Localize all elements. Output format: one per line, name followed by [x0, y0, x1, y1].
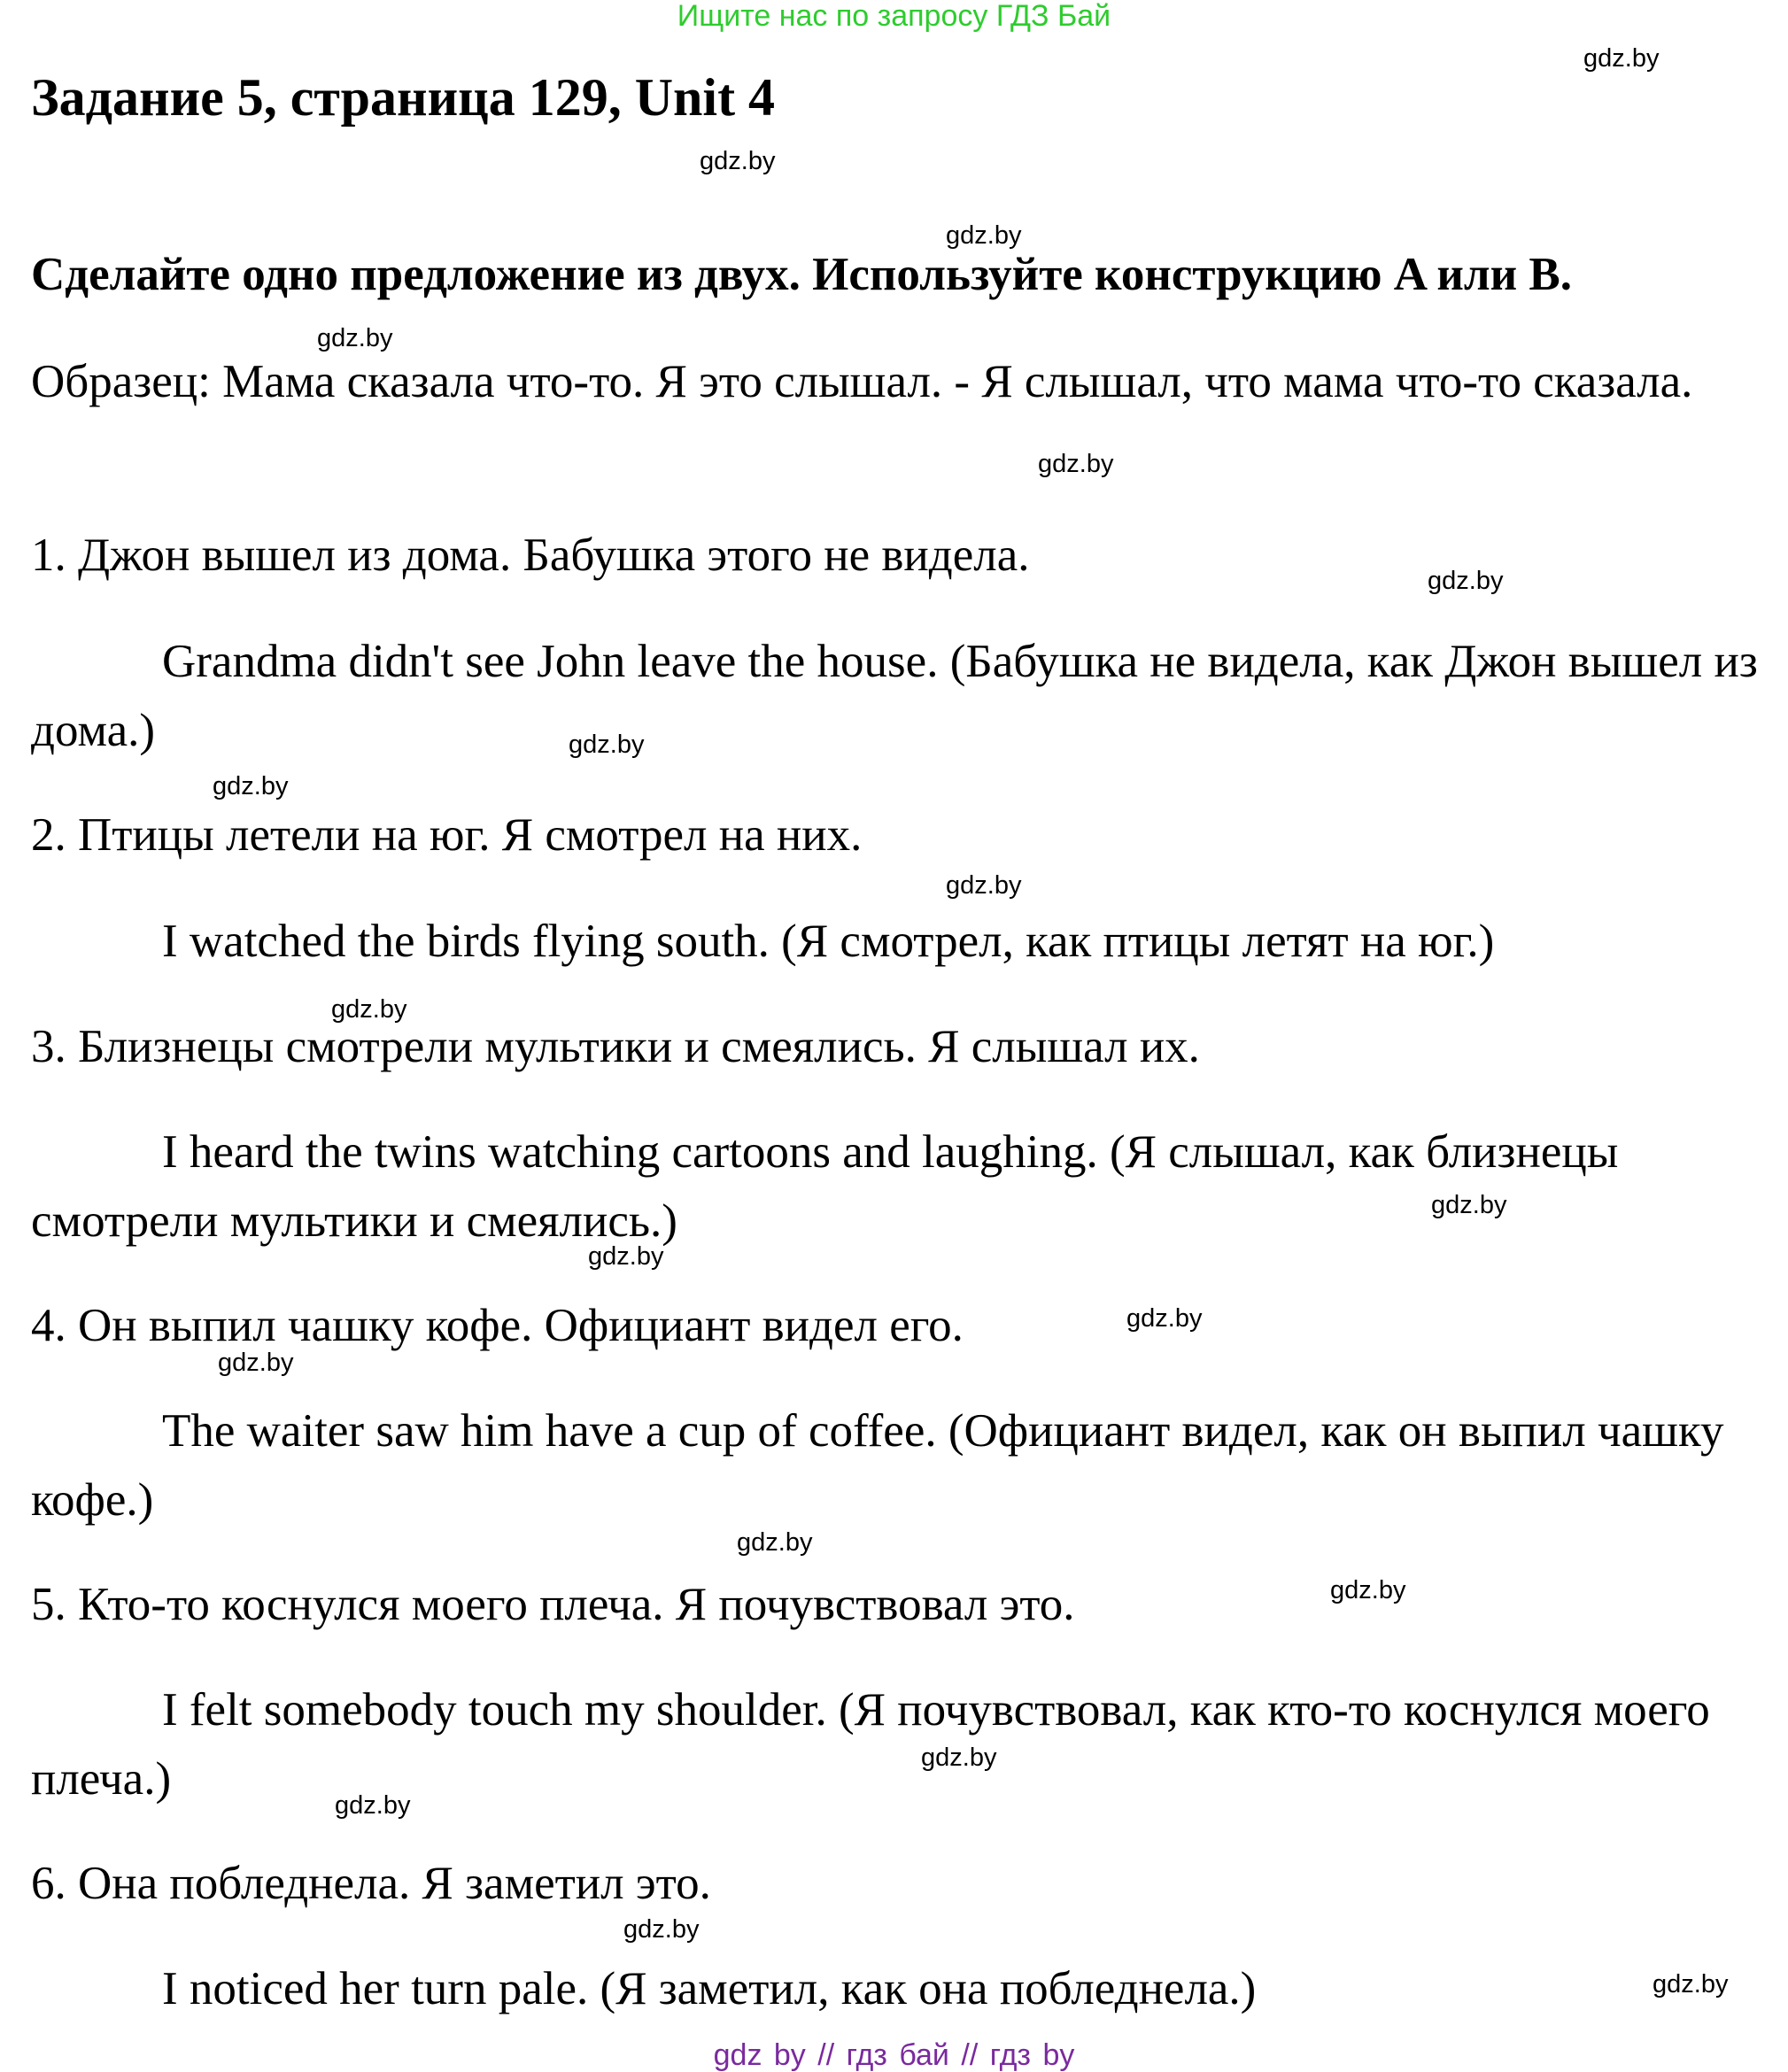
watermark: gdz.by [335, 1791, 411, 1820]
watermark: gdz.by [569, 731, 645, 759]
watermark: gdz.by [623, 1915, 700, 1944]
watermark: gdz.by [1653, 1970, 1729, 1999]
task-4: 4. Он выпил чашку кофе. Официант видел его. [31, 1300, 964, 1351]
watermark: gdz.by [921, 1743, 997, 1772]
watermark: gdz.by [213, 772, 289, 800]
example-text: Образец: Мама сказала что-то. Я это слышал. - Я слышал, что мама что-то сказала. [31, 356, 1693, 407]
watermark: gdz.by [946, 221, 1022, 250]
watermark: gdz.by [1583, 44, 1660, 73]
watermark: gdz.by [331, 995, 407, 1024]
answer-1: Grandma didn't see John leave the house. (Бабушка не видела, как Джон вышел из дома.) [31, 636, 1758, 756]
watermark: gdz.by [1126, 1304, 1203, 1333]
answer-4: The waiter saw him have a cup of coffee. (Официант видел, как он выпил чашку кофе.) [31, 1405, 1724, 1526]
task-6: 6. Она побледнела. Я заметил это. [31, 1858, 711, 1909]
task-3: 3. Близнецы смотрели мультики и смеялись. Я слышал их. [31, 1021, 1200, 1072]
watermark: gdz.by [218, 1349, 294, 1377]
watermark: gdz.by [700, 147, 776, 175]
footer-links: gdz by // гдз бай // гдз by [713, 2038, 1075, 2072]
page-title: Задание 5, страница 129, Unit 4 [31, 68, 776, 127]
task-instruction: Сделайте одно предложение из двух. Используйте конструкцию A или B. [31, 249, 1572, 300]
watermark: gdz.by [317, 324, 393, 352]
task-5: 5. Кто-то коснулся моего плеча. Я почувствовал это. [31, 1579, 1075, 1630]
task-2: 2. Птицы летели на юг. Я смотрел на них. [31, 809, 863, 861]
answer-2: I watched the birds flying south. (Я смотрел, как птицы летят на юг.) [162, 916, 1495, 967]
watermark: gdz.by [737, 1528, 813, 1557]
watermark: gdz.by [1431, 1191, 1507, 1219]
watermark: gdz.by [1038, 450, 1114, 478]
watermark: gdz.by [946, 871, 1022, 900]
answer-5: I felt somebody touch my shoulder. (Я почувствовал, как кто-то коснулся моего плеча.) [31, 1684, 1710, 1805]
task-1: 1. Джон вышел из дома. Бабушка этого не видела. [31, 530, 1030, 581]
answer-6: I noticed her turn pale. (Я заметил, как она побледнела.) [162, 1963, 1257, 2014]
watermark: gdz.by [588, 1242, 664, 1271]
watermark: gdz.by [1330, 1576, 1406, 1604]
top-banner: Ищите нас по запросу ГДЗ Бай [677, 0, 1111, 33]
watermark: gdz.by [1428, 567, 1504, 595]
answer-3: I heard the twins watching cartoons and laughing. (Я слышал, как близнецы смотрели мультики и смеялись.) [31, 1126, 1619, 1247]
